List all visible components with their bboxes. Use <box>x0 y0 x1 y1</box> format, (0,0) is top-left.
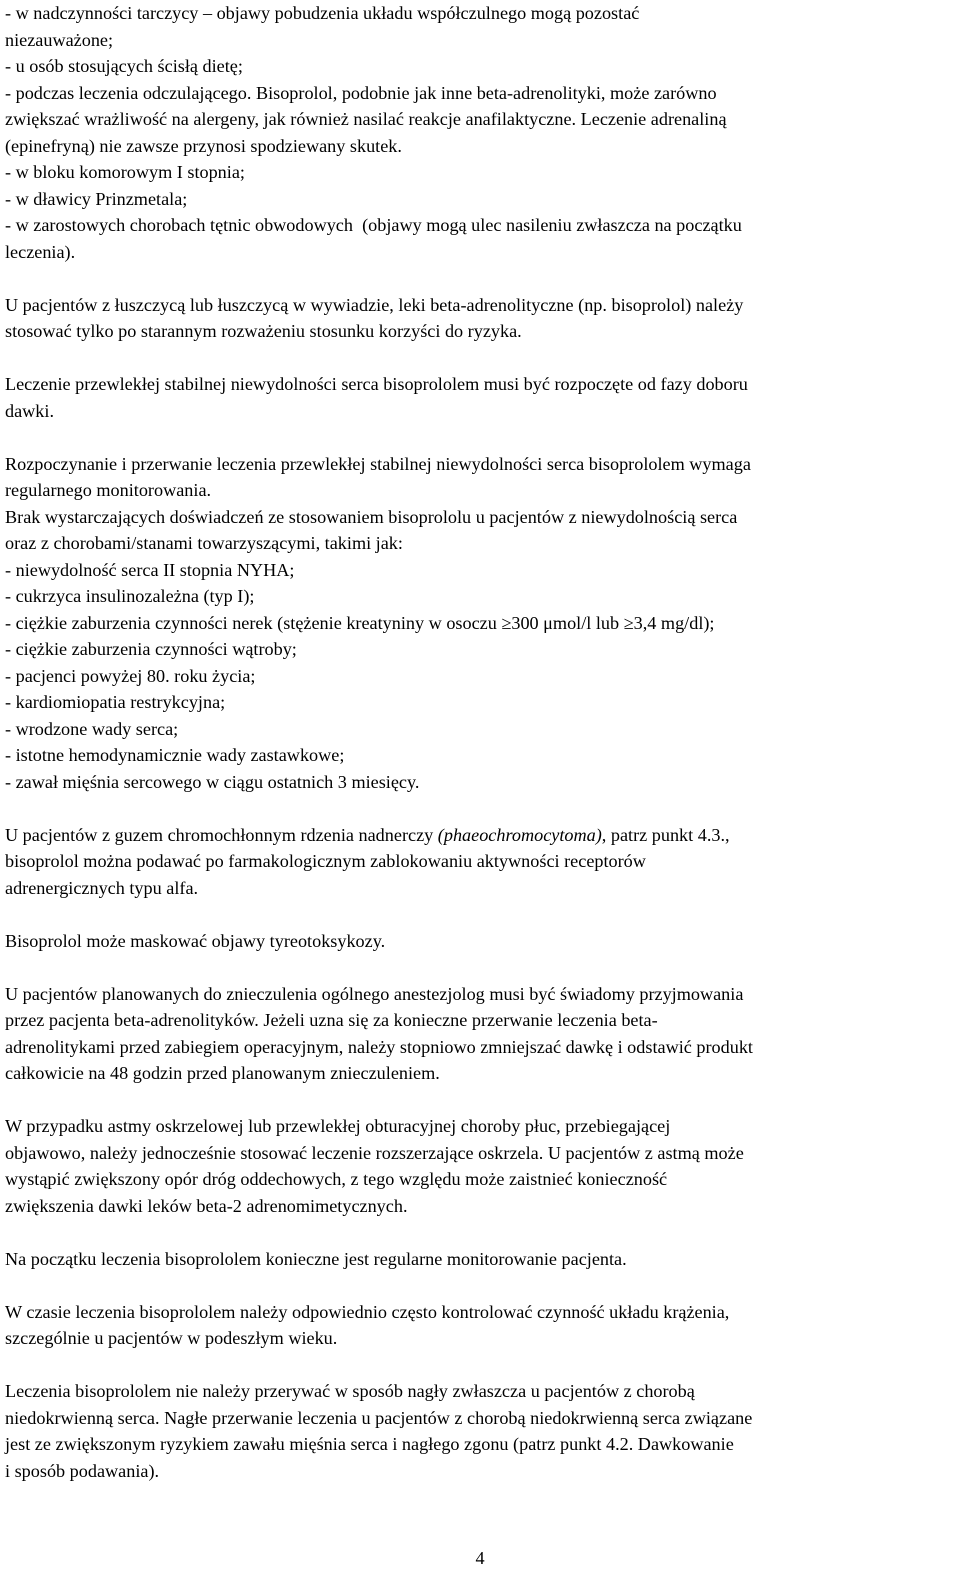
text-line: - w dławicy Prinzmetala; <box>5 188 188 209</box>
asthma-copd-paragraph <box>5 1113 957 1219</box>
text-line: W przypadku astmy oskrzelowej lub przewlekłej obturacyjnej choroby płuc, przebiegającej <box>5 1116 671 1136</box>
text-line: niedokrwienną serca. Nagłe przerwanie leczenia u pacjentów z chorobą niedokrwienną serca związane <box>5 1407 753 1428</box>
list-item: - ciężkie zaburzenia czynności nerek (stężenie kreatyniny w osoczu ≥300 μmol/l lub ≥3,4 mg/dl); <box>5 612 715 633</box>
text-line <box>5 822 957 849</box>
page-number: 4 <box>475 1548 485 1568</box>
list-item: - istotne hemodynamicznie wady zastawkowe; <box>5 745 345 765</box>
text-line: Bisoprolol może maskować objawy tyreotoksykozy. <box>5 930 386 951</box>
list-item: - pacjenci powyżej 80. roku życia; <box>5 665 256 686</box>
list-item: - ciężkie zaburzenia czynności wątroby; <box>5 639 297 659</box>
text-line: wystąpić zwiększony opór dróg oddechowych, z tego względu może zaistnieć konieczność <box>5 1169 668 1189</box>
document-page <box>5 0 957 1484</box>
text-line: - u osób stosujących ścisłą dietę; <box>5 56 243 76</box>
text-line: bisoprolol można podawać po farmakologicznym zablokowaniu aktywności receptorów <box>5 851 646 871</box>
text-segment: U pacjentów z guzem chromochłonnym rdzenia nadnerczy <box>5 824 438 845</box>
abrupt-withdrawal-paragraph <box>5 1378 957 1484</box>
text-line: adrenolitykami przed zabiegiem operacyjnym, należy stopniowo zmniejszać dawkę i odstawić produkt <box>5 1036 753 1057</box>
text-line: szczególnie u pacjentów w podeszłym wieku. <box>5 1328 338 1348</box>
text-line: adrenergicznych typu alfa. <box>5 877 199 898</box>
text-line: Rozpoczynanie i przerwanie leczenia przewlekłej stabilnej niewydolności serca bisoprololem wymaga <box>5 453 751 474</box>
list-item: - cukrzyca insulinozależna (typ I); <box>5 586 255 606</box>
text-line: regularnego monitorowania. <box>5 480 212 500</box>
text-line: stosować tylko po starannym rozważeniu stosunku korzyści do ryzyka. <box>5 321 522 341</box>
thyrotoxicosis-paragraph <box>5 928 957 955</box>
list-item: - zawał mięśnia sercowego w ciągu ostatnich 3 miesięcy. <box>5 771 420 792</box>
text-line: W czasie leczenia bisoprololem należy odpowiednio często kontrolować czynność układu krążenia, <box>5 1301 730 1322</box>
text-line: - w nadczynności tarczycy – objawy pobudzenia układu współczulnego mogą pozostać <box>5 3 640 23</box>
heart-failure-titration-paragraph <box>5 371 957 424</box>
text-line: Brak wystarczających doświadczeń ze stosowaniem bisoprololu u pacjentów z niewydolnością serca <box>5 506 738 527</box>
list-item: - wrodzone wady serca; <box>5 718 179 739</box>
text-line: zwiększenia dawki leków beta-2 adrenomimetycznych. <box>5 1195 408 1216</box>
monitoring-and-limited-experience-paragraph <box>5 451 957 796</box>
text-line: objawowo, należy jednocześnie stosować leczenie rozszerzające oskrzela. U pacjentów z astmą może <box>5 1142 744 1163</box>
text-line: jest ze zwiększonym ryzykiem zawału mięśnia serca i nagłego zgonu (patrz punkt 4.2. Dawkowanie <box>5 1434 734 1454</box>
contraindication-list-top <box>5 0 957 265</box>
list-item: - niewydolność serca II stopnia NYHA; <box>5 559 295 580</box>
text-line: i sposób podawania). <box>5 1460 160 1481</box>
italic-term: (phaeochromocytoma) <box>437 824 602 845</box>
text-line: U pacjentów planowanych do znieczulenia ogólnego anestezjolog musi być świadomy przyjmowania <box>5 983 744 1004</box>
text-line: dawki. <box>5 400 54 421</box>
text-line: przez pacjenta beta-adrenolityków. Jeżeli uzna się za konieczne przerwanie leczenia beta- <box>5 1010 658 1030</box>
text-line: zwiększać wrażliwość na alergeny, jak również nasilać reakcje anafilaktyczne. Leczenie adrenaliną <box>5 109 727 129</box>
text-segment: , patrz punkt 4.3., <box>601 824 730 845</box>
text-line: leczenia). <box>5 241 76 262</box>
pheochromocytoma-paragraph <box>5 822 957 902</box>
text-line: - podczas leczenia odczulającego. Bisoprolol, podobnie jak inne beta-adrenolityki, może zarówno <box>5 82 717 103</box>
text-line: Leczenia bisoprololem nie należy przerywać w sposób nagły zwłaszcza u pacjentów z chorobą <box>5 1381 695 1401</box>
text-line: całkowicie na 48 godzin przed planowanym znieczuleniem. <box>5 1063 440 1083</box>
monitoring-start-paragraph <box>5 1246 957 1273</box>
text-line: - w zarostowych chorobach tętnic obwodowych (objawy mogą ulec nasileniu zwłaszcza na początku <box>5 215 742 235</box>
text-line: (epinefryną) nie zawsze przynosi spodziewany skutek. <box>5 135 402 156</box>
text-line: Leczenie przewlekłej stabilnej niewydolności serca bisoprololem musi być rozpoczęte od fazy doboru <box>5 374 748 394</box>
circulation-control-paragraph <box>5 1299 957 1352</box>
text-line: oraz z chorobami/stanami towarzyszącymi, takimi jak: <box>5 533 403 553</box>
text-line: niezauważone; <box>5 29 114 50</box>
text-line: Na początku leczenia bisoprololem konieczne jest regularne monitorowanie pacjenta. <box>5 1248 627 1269</box>
text-line: - w bloku komorowym I stopnia; <box>5 162 245 182</box>
anesthesia-paragraph <box>5 981 957 1087</box>
text-line: U pacjentów z łuszczycą lub łuszczycą w wywiadzie, leki beta-adrenolityczne (np. bisoprolol) należy <box>5 294 744 315</box>
list-item: - kardiomiopatia restrykcyjna; <box>5 692 226 712</box>
psoriasis-paragraph <box>5 292 957 345</box>
